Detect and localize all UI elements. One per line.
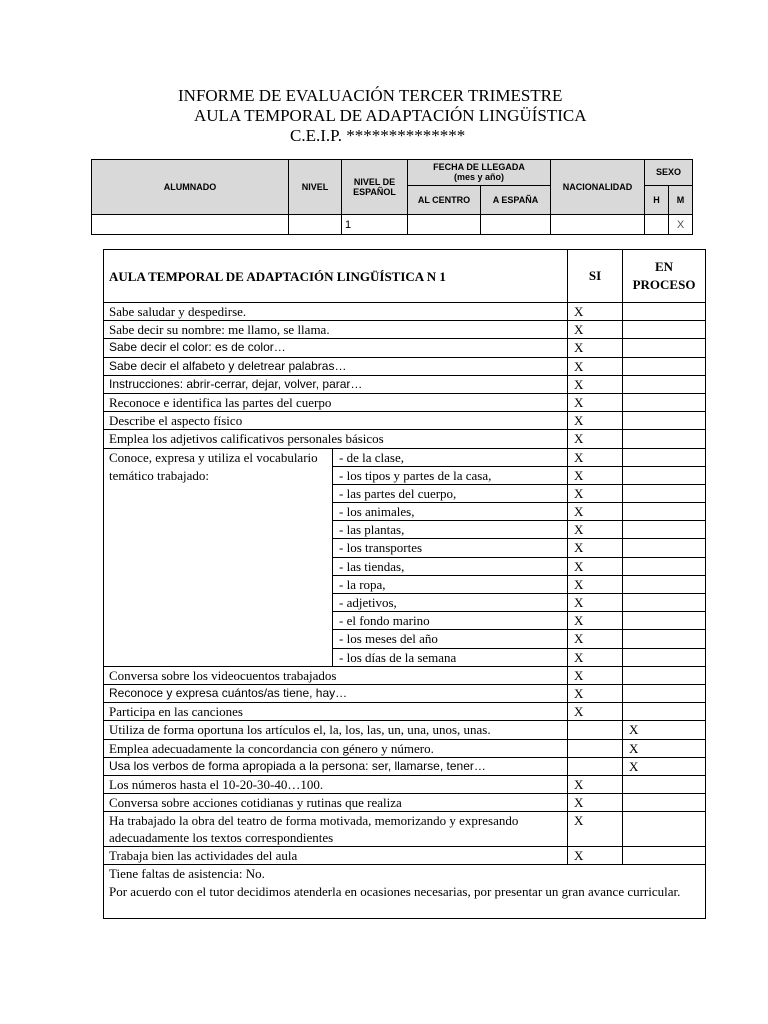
si-mark: X [568, 521, 623, 539]
proceso-mark: X [623, 721, 706, 739]
evaluation-table [103, 249, 706, 919]
criterion-text: Ha trabajado la obra del teatro de forma motivada, memorizando y expresando adecuadamente los textos correspondientes [104, 812, 568, 847]
proceso-column-header: EN PROCESO [623, 250, 706, 303]
nivel-header: NIVEL [289, 160, 342, 215]
si-mark: X [568, 794, 623, 812]
si-mark: X [568, 594, 623, 612]
si-mark: X [568, 430, 623, 448]
proceso-mark [623, 448, 706, 466]
vocabulary-item: - los animales, [333, 503, 568, 521]
vocabulary-label: Conoce, expresa y utiliza el vocabulario temático trabajado: [104, 448, 333, 666]
a-espana-header: A ESPAÑA [481, 185, 551, 215]
proceso-mark [623, 612, 706, 630]
evaluation-heading: AULA TEMPORAL DE ADAPTACIÓN LINGÜÍSTICA N 1 [104, 250, 568, 303]
table-row [104, 393, 706, 411]
criterion-text: Sabe decir el alfabeto y deletrear palabras… [104, 357, 568, 375]
table-row [104, 794, 706, 812]
vocabulary-item: - los transportes [333, 539, 568, 557]
si-mark [568, 739, 623, 757]
criterion-text: Emplea adecuadamente la concordancia con género y número. [104, 739, 568, 757]
al-centro-value [408, 215, 481, 235]
si-mark: X [568, 775, 623, 793]
si-mark: X [568, 448, 623, 466]
table-row [104, 812, 706, 847]
table-row [104, 430, 706, 448]
criterion-text: Participa en las canciones [104, 703, 568, 721]
table-row [104, 847, 706, 865]
si-mark: X [568, 539, 623, 557]
si-mark: X [568, 612, 623, 630]
si-mark [568, 757, 623, 775]
alumnado-header: ALUMNADO [92, 160, 289, 215]
nivel-espanol-value: 1 [342, 215, 408, 235]
report-subtitle: AULA TEMPORAL DE ADAPTACIÓN LINGÜÍSTICA [194, 106, 587, 125]
notes-cell [104, 865, 706, 919]
si-mark: X [568, 466, 623, 484]
vocabulary-item: - los meses del año [333, 630, 568, 648]
criterion-text: Instrucciones: abrir-cerrar, dejar, volver, parar… [104, 375, 568, 393]
notes-row [104, 865, 706, 919]
table-row [104, 303, 706, 321]
si-mark: X [568, 375, 623, 393]
proceso-mark [623, 666, 706, 684]
si-mark: X [568, 666, 623, 684]
h-value [645, 215, 669, 235]
nacionalidad-value [551, 215, 645, 235]
table-row [104, 739, 706, 757]
proceso-mark [623, 594, 706, 612]
student-info-table [91, 159, 693, 235]
criterion-text: Utiliza de forma oportuna los artículos el, la, los, las, un, una, unos, unas. [104, 721, 568, 739]
si-mark [568, 721, 623, 739]
vocabulary-item: - la ropa, [333, 575, 568, 593]
si-mark: X [568, 393, 623, 411]
criterion-text: Conversa sobre los videocuentos trabajados [104, 666, 568, 684]
proceso-mark [623, 393, 706, 411]
table-row [104, 703, 706, 721]
proceso-mark [623, 847, 706, 865]
criterion-text: Emplea los adjetivos calificativos personales básicos [104, 430, 568, 448]
criterion-text: Sabe saludar y despedirse. [104, 303, 568, 321]
fecha-llegada-sub: (mes y año) [454, 172, 505, 183]
vocabulary-item: - los tipos y partes de la casa, [333, 466, 568, 484]
proceso-mark [623, 303, 706, 321]
si-mark: X [568, 321, 623, 339]
m-header: M [669, 185, 693, 215]
criterion-text: Reconoce e identifica las partes del cuerpo [104, 393, 568, 411]
table-row [104, 721, 706, 739]
proceso-mark [623, 339, 706, 357]
proceso-mark [623, 794, 706, 812]
proceso-mark [623, 466, 706, 484]
criterion-text: Trabaja bien las actividades del aula [104, 847, 568, 865]
si-mark: X [568, 630, 623, 648]
si-mark: X [568, 412, 623, 430]
criterion-text: Sabe decir el color: es de color… [104, 339, 568, 357]
nivel-value [289, 215, 342, 235]
h-header: H [645, 185, 669, 215]
proceso-mark [623, 630, 706, 648]
criterion-text: Conversa sobre acciones cotidianas y rutinas que realiza [104, 794, 568, 812]
a-espana-value [481, 215, 551, 235]
proceso-mark [623, 557, 706, 575]
si-mark: X [568, 847, 623, 865]
school-name: C.E.I.P. ************** [290, 126, 466, 145]
table-row [104, 375, 706, 393]
si-column-header: SI [568, 250, 623, 303]
table-row [104, 757, 706, 775]
si-mark: X [568, 575, 623, 593]
si-mark: X [568, 684, 623, 702]
proceso-mark: X [623, 757, 706, 775]
criterion-text: Usa los verbos de forma apropiada a la persona: ser, llamarse, tener… [104, 757, 568, 775]
vocabulary-item: - adjetivos, [333, 594, 568, 612]
vocabulary-item: - los días de la semana [333, 648, 568, 666]
proceso-mark [623, 484, 706, 502]
nivel-espanol-header: NIVEL DE ESPAÑOL [342, 160, 408, 215]
proceso-mark [623, 521, 706, 539]
proceso-mark [623, 357, 706, 375]
criterion-text: Reconoce y expresa cuántos/as tiene, hay… [104, 684, 568, 702]
si-mark: X [568, 484, 623, 502]
fecha-llegada-header [408, 160, 551, 186]
table-row [104, 321, 706, 339]
proceso-mark [623, 575, 706, 593]
proceso-mark [623, 375, 706, 393]
report-title: INFORME DE EVALUACIÓN TERCER TRIMESTRE [178, 86, 563, 105]
proceso-mark [623, 539, 706, 557]
table-row [104, 448, 706, 466]
table-row [104, 666, 706, 684]
vocabulary-item: - el fondo marino [333, 612, 568, 630]
si-mark: X [568, 357, 623, 375]
proceso-mark [623, 321, 706, 339]
nacionalidad-header: NACIONALIDAD [551, 160, 645, 215]
vocabulary-item: - las tiendas, [333, 557, 568, 575]
proceso-mark [623, 412, 706, 430]
vocabulary-item: - las plantas, [333, 521, 568, 539]
al-centro-header: AL CENTRO [408, 185, 481, 215]
note-line: Por acuerdo con el tutor decidimos atenderla en ocasiones necesarias, por presentar un gran avance curricular. [109, 884, 681, 900]
note-line: Tiene faltas de asistencia: No. [109, 866, 265, 882]
table-row [104, 412, 706, 430]
m-value: X [669, 215, 693, 235]
table-row [104, 339, 706, 357]
si-mark: X [568, 557, 623, 575]
proceso-mark: X [623, 739, 706, 757]
proceso-mark [623, 775, 706, 793]
criterion-text: Describe el aspecto físico [104, 412, 568, 430]
criterion-text: Los números hasta el 10-20-30-40…100. [104, 775, 568, 793]
si-mark: X [568, 303, 623, 321]
table-row [104, 775, 706, 793]
fecha-llegada-label: FECHA DE LLEGADA [433, 162, 525, 173]
si-mark: X [568, 812, 623, 847]
evaluation-header-row [104, 250, 706, 303]
sexo-header: SEXO [645, 160, 693, 186]
table-row [104, 684, 706, 702]
proceso-mark [623, 812, 706, 847]
si-mark: X [568, 503, 623, 521]
alumnado-value [92, 215, 289, 235]
si-mark: X [568, 703, 623, 721]
criterion-text: Sabe decir su nombre: me llamo, se llama. [104, 321, 568, 339]
proceso-mark [623, 703, 706, 721]
proceso-mark [623, 503, 706, 521]
si-mark: X [568, 339, 623, 357]
table-row [104, 357, 706, 375]
proceso-mark [623, 430, 706, 448]
si-mark: X [568, 648, 623, 666]
vocabulary-item: - de la clase, [333, 448, 568, 466]
proceso-mark [623, 648, 706, 666]
vocabulary-item: - las partes del cuerpo, [333, 484, 568, 502]
proceso-mark [623, 684, 706, 702]
